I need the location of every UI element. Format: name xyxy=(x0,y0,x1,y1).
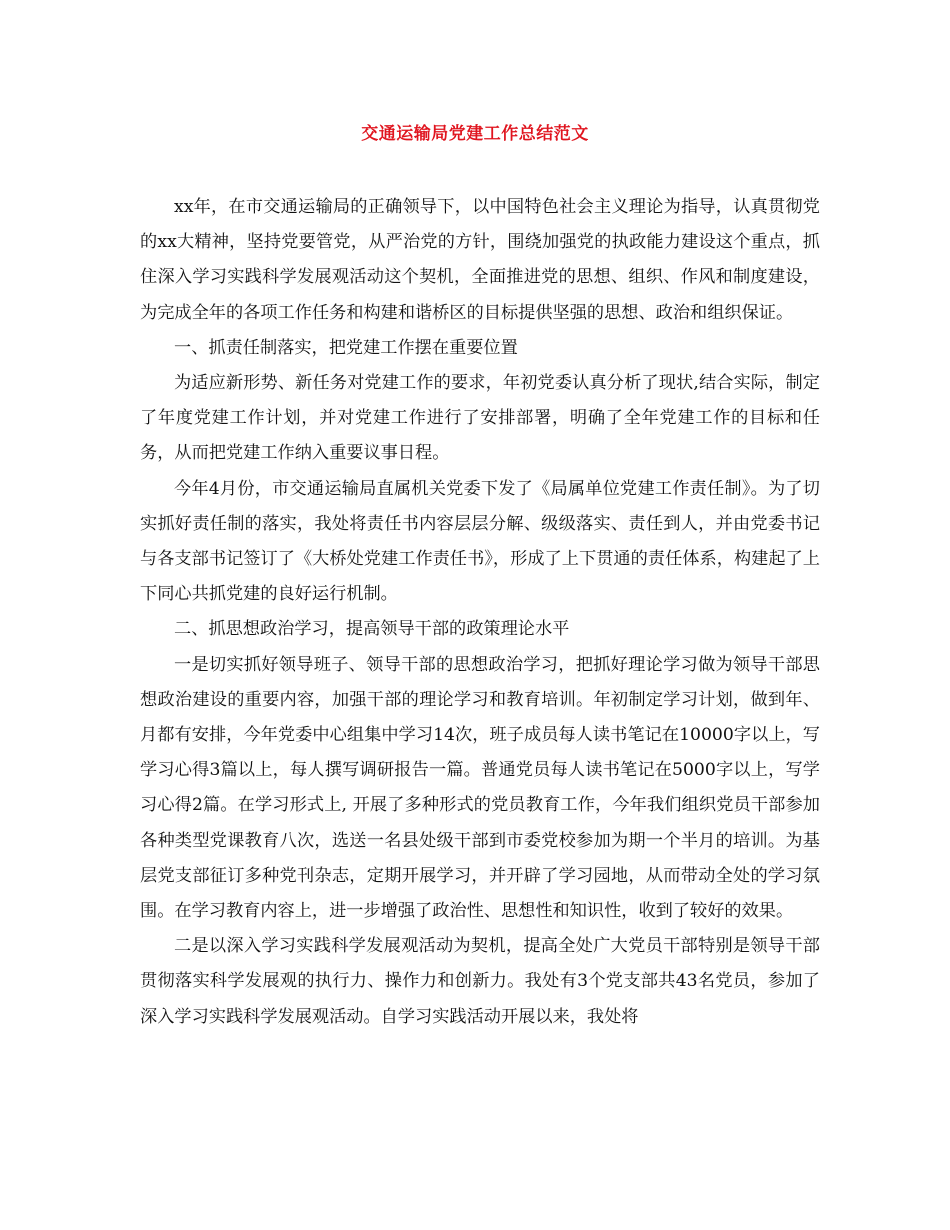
section-heading-2: 二、抓思想政治学习，提高领导干部的政策理论水平 xyxy=(174,619,570,640)
section-heading-1: 一、抓责任制落实，把党建工作摆在重要位置 xyxy=(174,337,518,358)
document-title: 交通运输局党建工作总结范文 xyxy=(361,124,589,144)
paragraph-study-1: 一是切实抓好领导班子、领导干部的思想政治学习，把抓好理论学习做为领导干部思想政治建设的重要内容，加强干部的理论学习和教育培训。年初制定学习计划，做到年、月都有安排，今年党委中心组集中学习14次，班子成员每人读书笔记在10000字以上，写学习心得3篇以上，每人撰写调研报告一篇。普通党员每人读书笔记在5000字以上，写学习心得2篇。在学习形式上, 开展了多种形式的党员教育工作，今年我们组织党员干部参加各种类型党课教育八次，选送一名县处级干部到市委党校参加为期一个半月的培训。为基层党支部征订多种党刊杂志，定期开展学习，并开辟了学习园地，从而带动全处的学习氛围。在学习教育内容上，进一步增强了政治性、思想性和知识性，收到了较好的效果。 xyxy=(140,654,820,922)
paragraph-responsibility: 今年4月份，市交通运输局直属机关党委下发了《局属单位党建工作责任制》。为了切实抓好责任制的落实，我处将责任书内容层层分解、级级落实、责任到人，并由党委书记与各支部书记签订了《大桥处党建工作责任书》，形成了上下贯通的责任体系，构建起了上下同心共抓党建的良好运行机制。 xyxy=(140,478,820,605)
document-body xyxy=(140,190,820,1035)
paragraph-intro: xx年，在市交通运输局的正确领导下，以中国特色社会主义理论为指导，认真贯彻党的xx大精神，坚持党要管党，从严治党的方针，围绕加强党的执政能力建设这个重点，抓住深入学习实践科学发展观活动这个契机，全面推进党的思想、组织、作风和制度建设，为完成全年的各项工作任务和构建和谐桥区的目标提供坚强的思想、政治和组织保证。 xyxy=(140,197,820,323)
paragraph-study-2: 二是以深入学习实践科学发展观活动为契机，提高全处广大党员干部特别是领导干部贯彻落实科学发展观的执行力、操作力和创新力。我处有3个党支部共43名党员，参加了深入学习实践科学发展观活动。自学习实践活动开展以来，我处将 xyxy=(140,936,820,1027)
paragraph-annual-plan: 为适应新形势、新任务对党建工作的要求，年初党委认真分析了现状,结合实际，制定了年度党建工作计划，并对党建工作进行了安排部署，明确了全年党建工作的目标和任务，从而把党建工作纳入重要议事日程。 xyxy=(140,373,820,464)
